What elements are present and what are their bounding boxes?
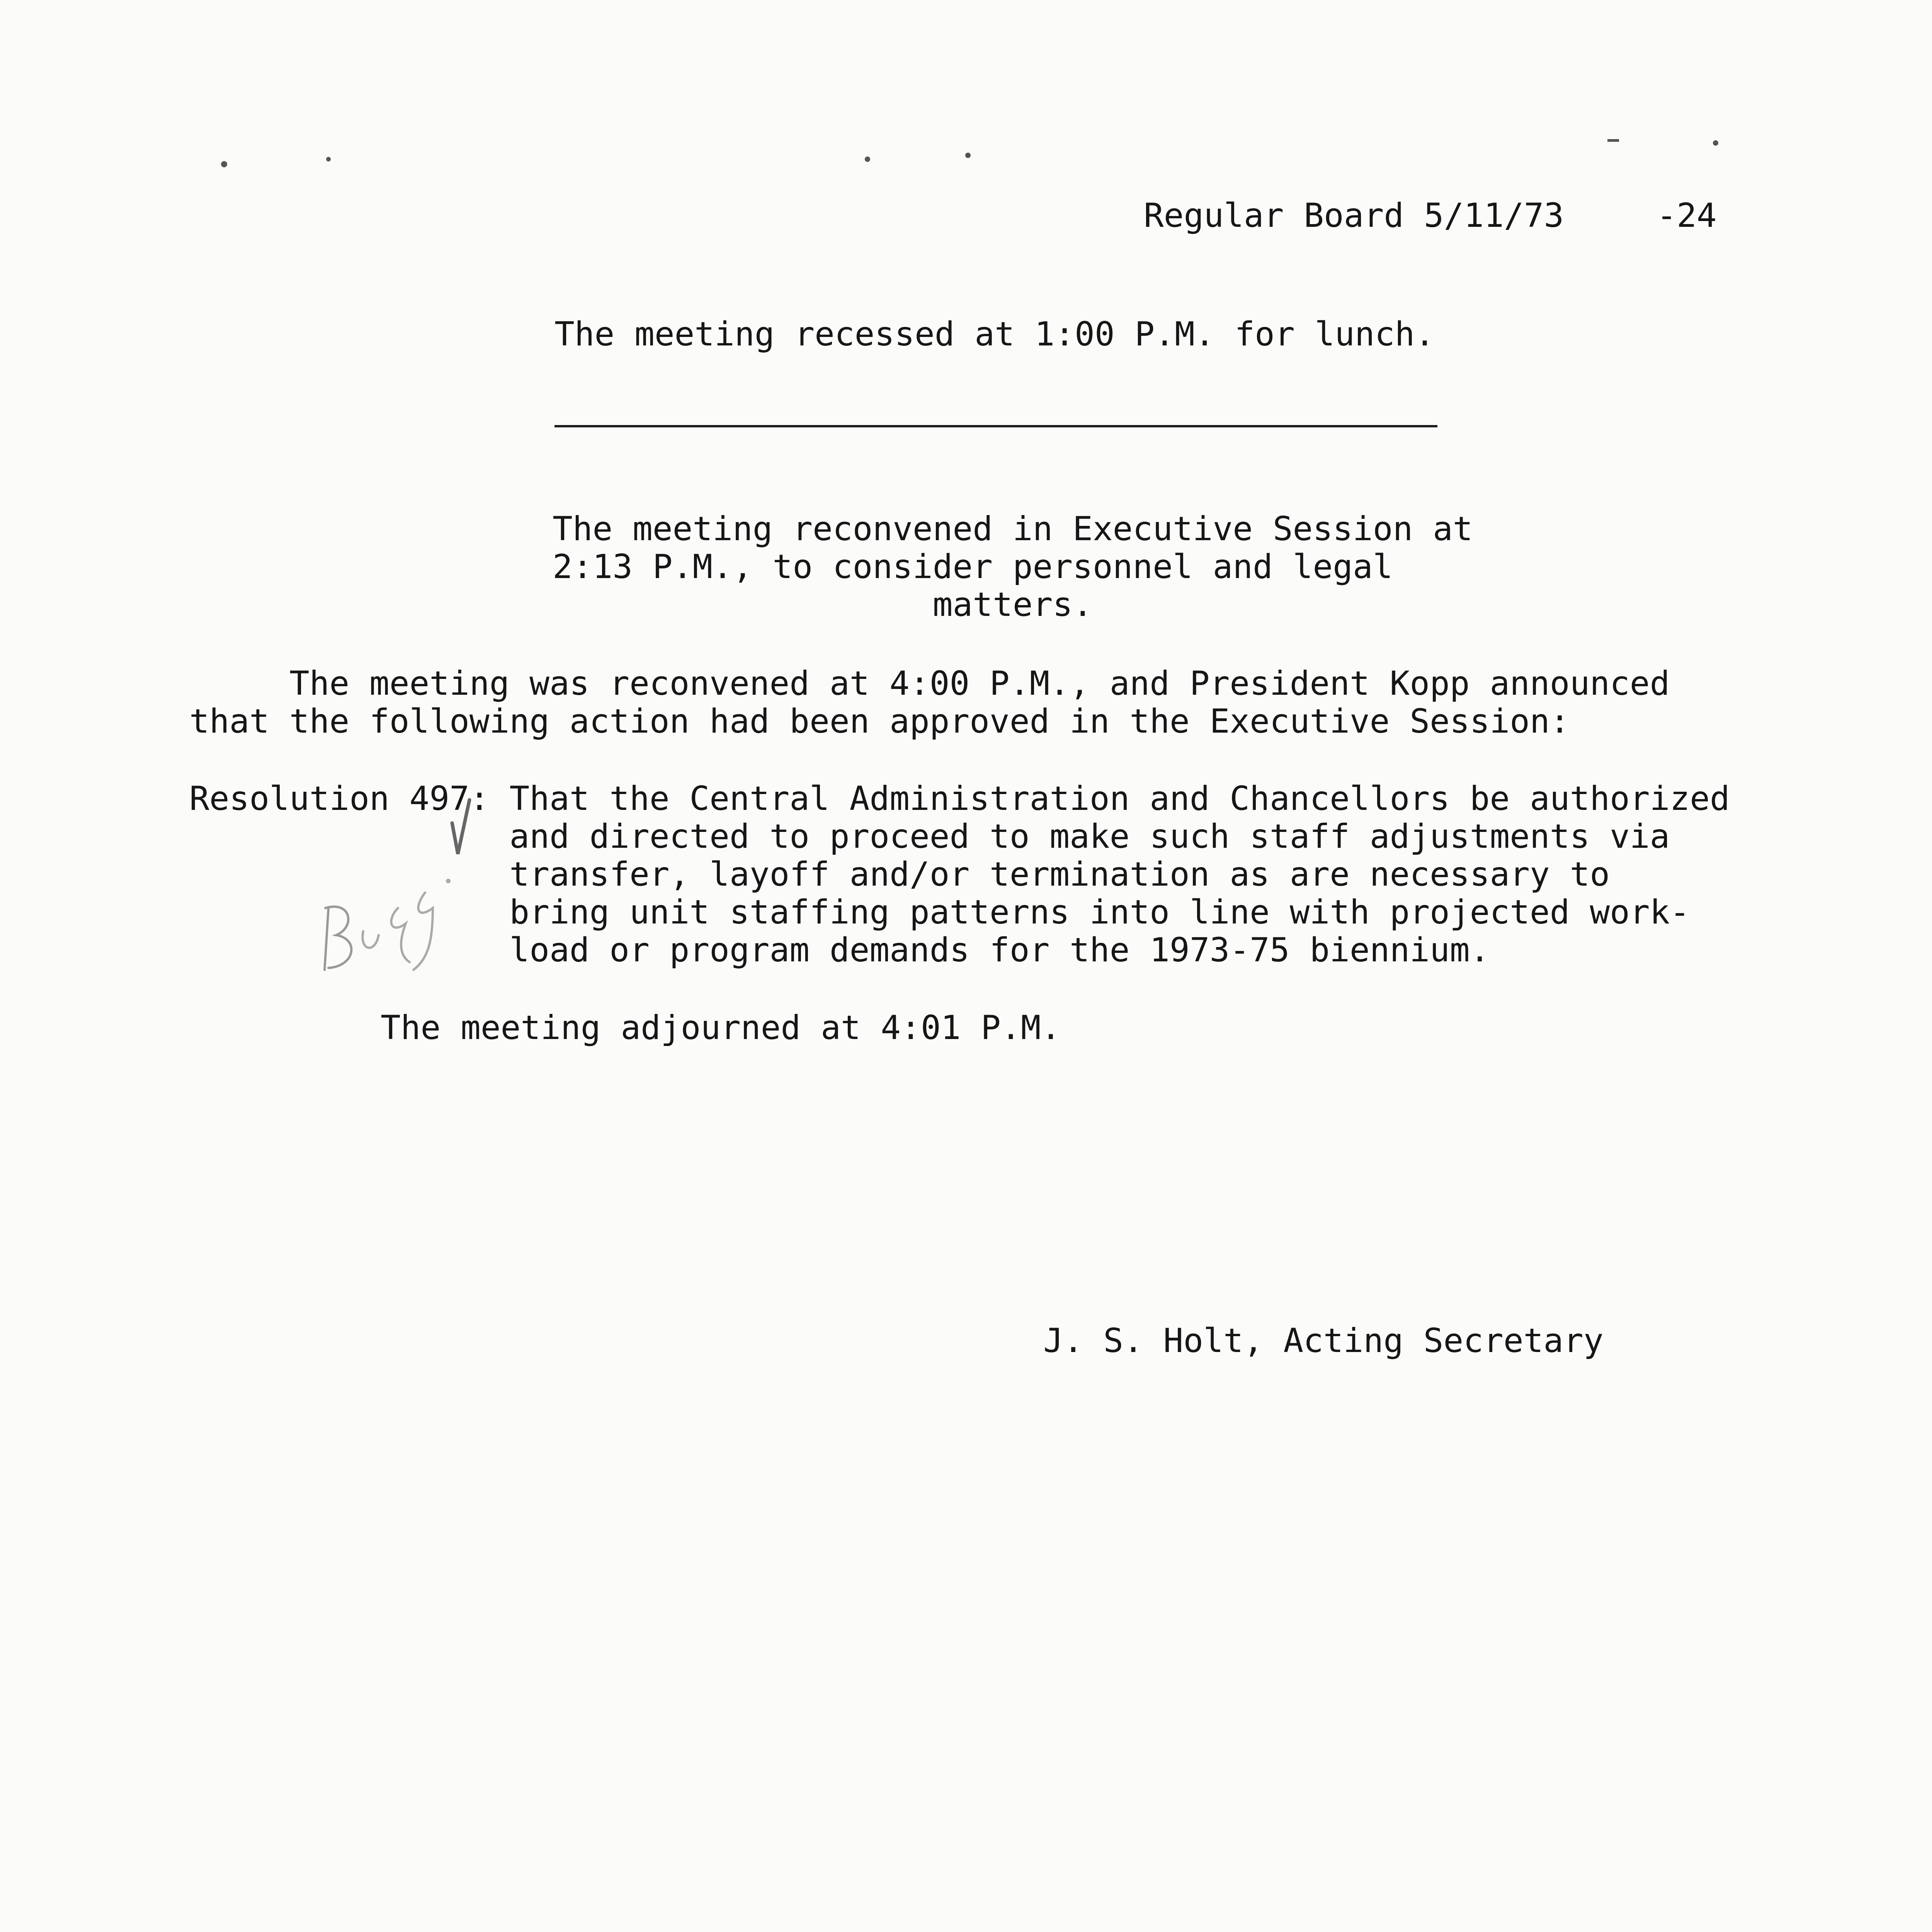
recess-line: The meeting recessed at 1:00 P.M. for lunch. [554, 315, 1435, 354]
executive-session-note [553, 510, 1473, 624]
executive-session-line-2: 2:13 P.M., to consider personnel and legal [553, 548, 1393, 586]
announcement-line-1: The meeting was reconvened at 4:00 P.M., and President Kopp announced [189, 664, 1670, 703]
resolution-line-1: That the Central Administration and Chancellors be authorized [509, 779, 1730, 818]
resolution-line-2: and directed to proceed to make such staff adjustments via [509, 817, 1670, 856]
announcement-line-2: that the following action had been approved in the Executive Session: [189, 702, 1570, 741]
resolution-line-3: transfer, layoff and/or termination as are necessary to [509, 855, 1610, 894]
resolution-line-4: bring unit staffing patterns into line with projected work- [509, 893, 1690, 932]
page-header [1144, 196, 1717, 235]
separator-rule [554, 425, 1437, 427]
signature-line: J. S. Holt, Acting Secretary [1043, 1321, 1604, 1360]
executive-session-line-1: The meeting reconvened in Executive Session at [553, 510, 1473, 548]
adjourn-line: The meeting adjourned at 4:01 P.M. [381, 1009, 1061, 1047]
resolution-label: Resolution 497: [189, 779, 490, 818]
header-page-number: -24 [1656, 196, 1717, 235]
handwritten-budget-note-icon [317, 792, 479, 985]
scan-specks [0, 0, 1932, 193]
announcement-paragraph [189, 665, 1670, 740]
executive-session-line-3: matters. [932, 585, 1093, 624]
board-date: Regular Board 5/11/73 [1144, 196, 1564, 235]
resolution-line-5: load or program demands for the 1973-75 biennium. [509, 931, 1490, 969]
